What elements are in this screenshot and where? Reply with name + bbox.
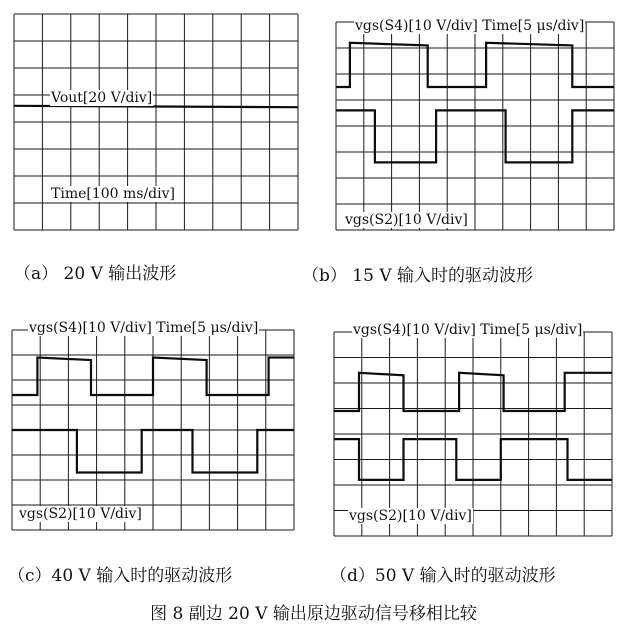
caption-c: （c）40 V 输入时的驱动波形 [8,566,233,586]
figure-caption: 图 8 副边 20 V 输出原边驱动信号移相比较 [150,604,477,624]
vout-label: Vout[20 V/div] [51,90,153,106]
caption-a: （a） 20 V 输出波形 [14,264,177,284]
caption-d: （d）50 V 输入时的驱动波形 [330,566,556,586]
scope-b [336,22,614,230]
panel-d [334,322,612,536]
time-label: Time[100 ms/div] [51,186,175,202]
caption-b: （b） 15 V 输入时的驱动波形 [302,266,534,286]
panel-a [14,14,298,230]
trace-vgs-s4- [12,358,294,396]
vgs-s4-label: vgs(S4)[10 V/div] Time[5 μs/div] [29,320,259,336]
panel-c [12,320,294,530]
vgs-s2-label: vgs(S2)[10 V/div] [345,212,468,228]
vgs-s2-label: vgs(S2)[10 V/div] [19,506,142,522]
scope-d [334,332,612,536]
panel-b [336,18,614,230]
vgs-s2-label: vgs(S2)[10 V/div] [349,508,472,524]
trace-vout [14,106,298,107]
scope-c [12,330,294,530]
vgs-s4-label: vgs(S4)[10 V/div] Time[5 μs/div] [353,322,583,338]
vgs-s4-label: vgs(S4)[10 V/div] Time[5 μs/div] [355,18,585,34]
